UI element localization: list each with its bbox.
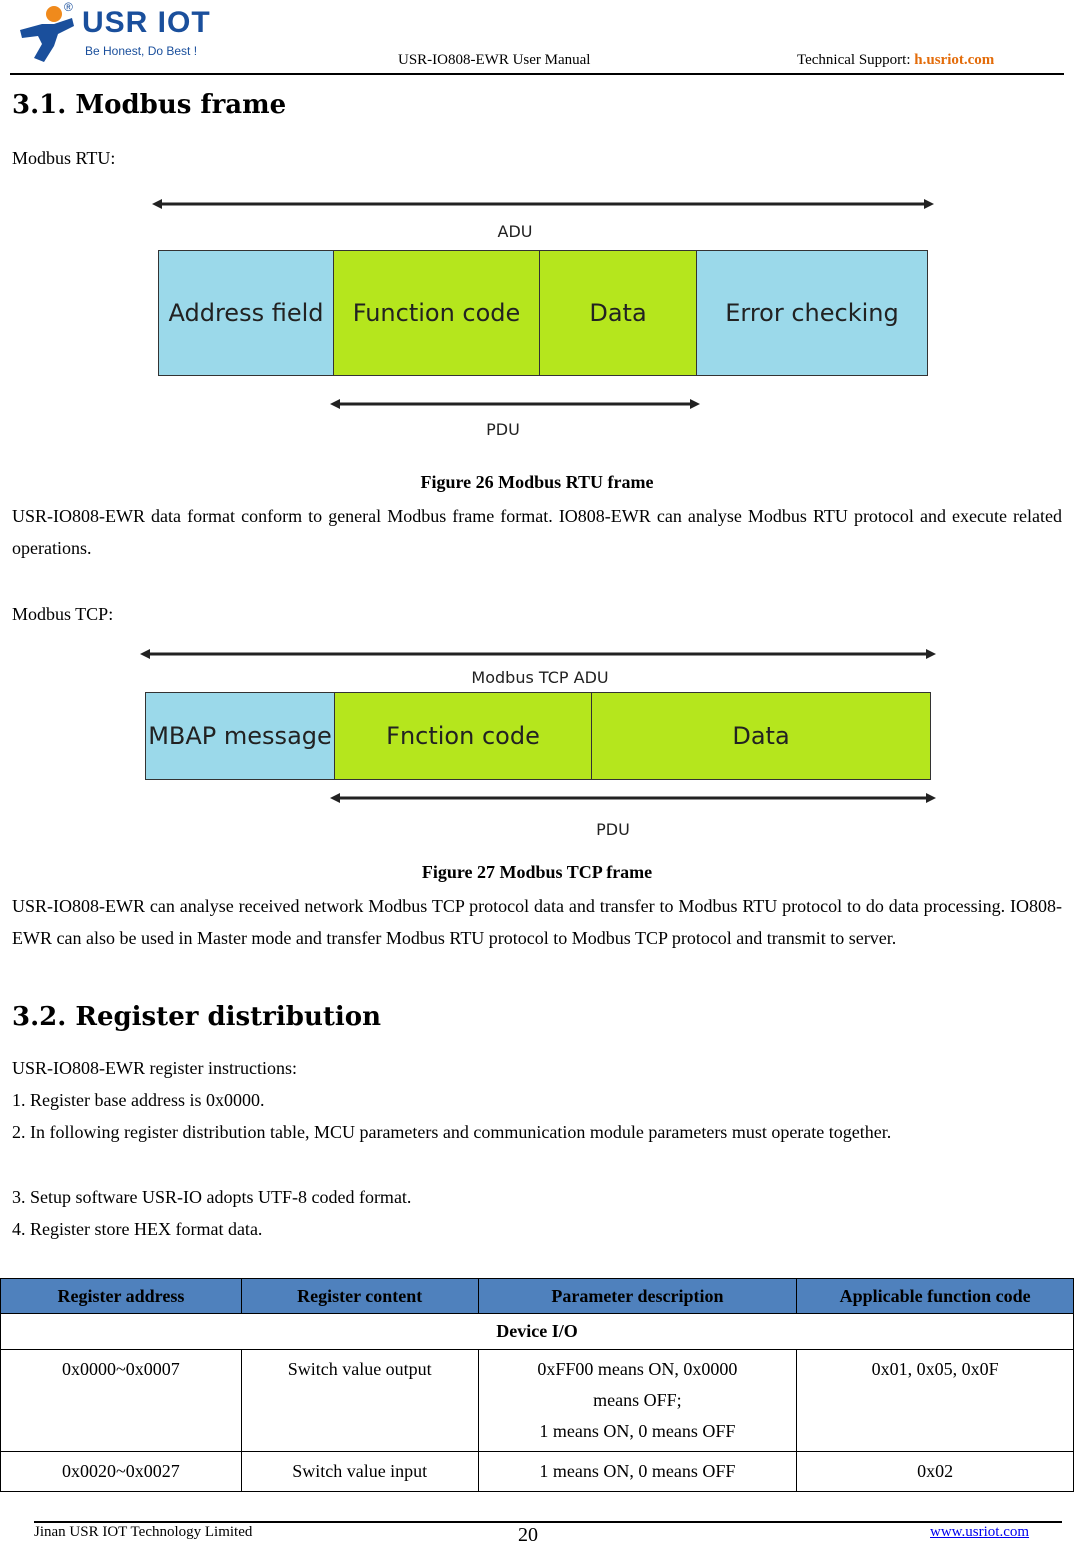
- register-intro: USR-IO808-EWR register instructions:: [12, 1058, 297, 1078]
- register-item-4: 4. Register store HEX format data.: [12, 1219, 263, 1239]
- header-divider: [10, 73, 1064, 75]
- support-link[interactable]: h.usriot.com: [914, 52, 995, 68]
- modbus-tcp-label: Modbus TCP:: [12, 604, 114, 624]
- cell-content: Switch value input: [241, 1452, 478, 1492]
- table-header-row: [1, 1279, 1074, 1314]
- tcp-field-mbap: MBAP message: [145, 692, 335, 780]
- brand-name: USR IOT: [82, 6, 211, 39]
- table-row: [1, 1350, 1074, 1452]
- manual-title: USR-IO808-EWR User Manual: [398, 52, 591, 68]
- table-row: [1, 1452, 1074, 1492]
- header-register-content: Register content: [241, 1279, 478, 1314]
- tcp-field-data: Data: [591, 692, 931, 780]
- support-info: [797, 52, 994, 69]
- cell-function-code: 0x01, 0x05, 0x0F: [797, 1350, 1074, 1452]
- section-title-register-distribution: 3.2. Register distribution: [12, 1002, 381, 1032]
- tcp-description: USR-IO808-EWR can analyse received network Modbus TCP protocol data and transfer to Modbus RTU protocol to do data processing. IO808-EWR can also be used in Master mode and transfer Modbus RTU protocol to Modbus TCP protocol and transmit to server.: [12, 896, 1062, 948]
- footer-website-link[interactable]: www.usriot.com: [930, 1524, 1030, 1540]
- tcp-adu-arrow-right-head: [926, 649, 936, 659]
- rtu-field-error-checking: Error checking: [696, 250, 928, 376]
- register-item-3: 3. Setup software USR-IO adopts UTF-8 coded format.: [12, 1187, 412, 1207]
- description-line: 1 means ON, 0 means OFF: [539, 1461, 736, 1481]
- adu-arrow-right-head: [924, 199, 934, 209]
- tcp-adu-arrow-left-head: [140, 649, 150, 659]
- section-title-modbus-frame: 3.1. Modbus frame: [12, 90, 287, 120]
- tcp-pdu-label: PDU: [596, 820, 630, 839]
- description-line: 0xFF00 means ON, 0x0000: [537, 1359, 738, 1379]
- footer-divider: [34, 1521, 1062, 1523]
- header-register-address: Register address: [1, 1279, 242, 1314]
- footer-company: Jinan USR IOT Technology Limited: [34, 1524, 253, 1540]
- rtu-field-function-code: Function code: [333, 250, 540, 376]
- brand-slogan: Be Honest, Do Best !: [85, 44, 198, 58]
- rtu-field-data: Data: [539, 250, 697, 376]
- registered-mark: ®: [64, 0, 73, 14]
- register-item-2: 2. In following register distribution table, MCU parameters and communication module parameters must operate together.: [12, 1122, 892, 1142]
- modbus-rtu-diagram: [0, 190, 1074, 450]
- table-group-row: [1, 1314, 1074, 1350]
- group-device-io: Device I/O: [1, 1314, 1074, 1350]
- tcp-field-function-code: Fnction code: [334, 692, 592, 780]
- header-parameter-description: Parameter description: [478, 1279, 797, 1314]
- pdu-label: PDU: [486, 420, 520, 439]
- tcp-pdu-arrow-right-head: [926, 793, 936, 803]
- cell-description: [478, 1452, 797, 1492]
- cell-content: Switch value output: [241, 1350, 478, 1452]
- figure-27-caption: Figure 27 Modbus TCP frame: [421, 862, 653, 882]
- tcp-pdu-arrow-left-head: [330, 793, 340, 803]
- rtu-description: USR-IO808-EWR data format conform to general Modbus frame format. IO808-EWR can analyse Modbus RTU protocol and execute related operations.: [12, 506, 1062, 558]
- cell-function-code: 0x02: [797, 1452, 1074, 1492]
- register-table: [0, 1278, 1074, 1492]
- support-label: Technical Support:: [797, 52, 915, 68]
- modbus-rtu-label: Modbus RTU:: [12, 148, 116, 168]
- adu-label: ADU: [497, 222, 533, 241]
- adu-arrow-left-head: [152, 199, 162, 209]
- tcp-adu-label: Modbus TCP ADU: [471, 668, 609, 687]
- cell-address: 0x0000~0x0007: [1, 1350, 242, 1452]
- cell-description: [478, 1350, 797, 1452]
- description-line: 1 means ON, 0 means OFF: [539, 1421, 736, 1441]
- figure-26-caption: Figure 26 Modbus RTU frame: [420, 472, 654, 492]
- modbus-tcp-diagram: [0, 640, 1074, 845]
- description-line: means OFF;: [593, 1390, 682, 1410]
- pdu-arrow-left-head: [330, 399, 340, 409]
- header-function-code: Applicable function code: [797, 1279, 1074, 1314]
- rtu-field-address: Address field: [158, 250, 334, 376]
- cell-address: 0x0020~0x0027: [1, 1452, 242, 1492]
- page-number: 20: [518, 1524, 538, 1546]
- pdu-arrow-right-head: [690, 399, 700, 409]
- register-item-1: 1. Register base address is 0x0000.: [12, 1090, 265, 1110]
